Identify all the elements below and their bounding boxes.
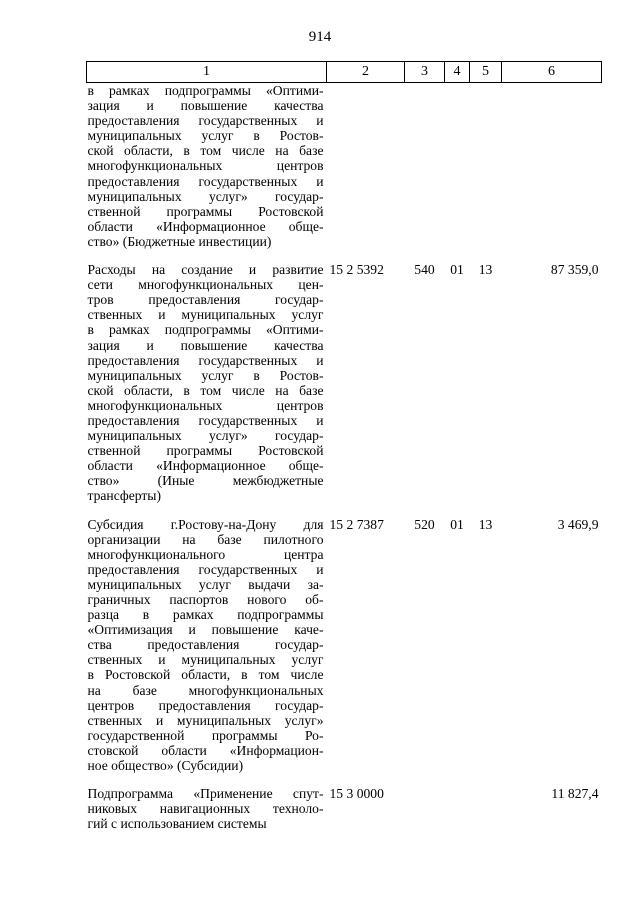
amount-value: 87 359,0 — [550, 262, 599, 278]
row-description — [87, 83, 327, 263]
subsection-code: 13 — [478, 516, 493, 532]
description-line: Субсидия г.Ростову-на-Дону для — [87, 516, 324, 532]
header-row — [87, 62, 602, 83]
column-header-3: 3 — [405, 62, 445, 83]
section-code: 01 — [450, 516, 464, 532]
description-line: зация и повышение качества — [87, 98, 324, 114]
subsection-code — [470, 786, 502, 831]
description-line: ственных и муниципальных услуг — [87, 307, 324, 323]
target-article-code: 15 3 0000 — [329, 786, 384, 802]
table-row — [87, 517, 602, 787]
description-line: в Ростовской области, в том числе — [87, 667, 324, 683]
description-line: «Оптимизация и повышение каче- — [87, 622, 324, 638]
description-line: зация и повышение качества — [87, 337, 324, 353]
target-article-code: 15 2 5392 — [329, 262, 384, 278]
description-line: центров предоставления государ- — [87, 697, 324, 713]
target-article-code: 15 2 7387 — [329, 516, 384, 532]
column-header-5: 5 — [470, 62, 502, 83]
budget-table — [86, 61, 602, 831]
table-row — [87, 262, 602, 517]
description-line: ственных и муниципальных услуг — [87, 652, 324, 668]
description-line: разца в рамках подпрограммы — [87, 607, 324, 623]
description-line: в рамках подпрограммы «Оптими- — [87, 83, 324, 98]
row-description — [87, 517, 327, 787]
description-line: многофункционального центра — [87, 546, 324, 562]
description-line: предоставления государственных и — [87, 113, 324, 129]
amount-value — [502, 83, 602, 263]
description-line: ской области, в том числе на базе — [87, 143, 324, 159]
description-line: ное общество» (Субсидии) — [87, 758, 244, 774]
description-line: сети многофункциональных цен- — [87, 277, 324, 293]
amount-value: 11 827,4 — [551, 786, 599, 802]
expense-type-code — [405, 83, 445, 263]
description-line: многофункциональных центров — [87, 397, 324, 413]
amount-value: 3 469,9 — [557, 516, 599, 532]
description-line: предоставления государственных и — [87, 561, 324, 577]
description-line: предоставления государственных и — [87, 412, 324, 428]
description-line: тров предоставления государ- — [87, 292, 324, 308]
description-line: предоставления государственных и — [87, 352, 324, 368]
description-line: Подпрограмма «Применение спут- — [87, 786, 324, 802]
description-line: муниципальных услуг выдачи за- — [87, 576, 324, 592]
description-line: муниципальных услуг» государ- — [87, 188, 324, 204]
target-article-code — [327, 83, 405, 263]
expense-type-code: 520 — [414, 516, 435, 532]
description-line: в рамках подпрограммы «Оптими- — [87, 322, 324, 338]
description-line: ство» (Бюджетные инвестиции) — [87, 233, 272, 249]
description-line: гий с использованием системы — [87, 816, 267, 832]
section-code — [445, 786, 470, 831]
column-header-1: 1 — [87, 62, 327, 83]
description-line: ство» (Иные межбюджетные — [87, 473, 324, 489]
description-line: области «Информационное обще- — [87, 218, 324, 234]
description-line: муниципальных услуг» государ- — [87, 428, 324, 444]
column-header-4: 4 — [445, 62, 470, 83]
description-line: стовской области «Информацион- — [87, 742, 324, 758]
description-line: муниципальных услуг в Ростов- — [87, 128, 324, 144]
description-line: ства предоставления государ- — [87, 637, 324, 653]
description-line: государственной программы Ро- — [87, 727, 324, 743]
section-code: 01 — [450, 262, 464, 278]
description-line: Расходы на создание и развитие — [87, 262, 324, 278]
subsection-code — [470, 83, 502, 263]
page-number: 914 — [308, 29, 332, 45]
description-line: ственных и муниципальных услуг» — [87, 712, 324, 728]
description-line: предоставления государственных и — [87, 173, 324, 189]
expense-type-code: 540 — [414, 262, 435, 278]
description-line: на базе многофункциональных — [87, 682, 324, 698]
subsection-code: 13 — [478, 262, 493, 278]
description-line: ственной программы Ростовской — [87, 203, 324, 219]
column-header-2: 2 — [327, 62, 405, 83]
table-row — [87, 786, 602, 831]
row-description — [87, 262, 327, 517]
expense-type-code — [405, 786, 445, 831]
section-code — [445, 83, 470, 263]
description-line: муниципальных услуг в Ростов- — [87, 367, 324, 383]
description-line: области «Информационное обще- — [87, 458, 324, 474]
table-row — [87, 83, 602, 263]
description-line: ской области, в том числе на базе — [87, 382, 324, 398]
description-line: никовых навигационных техноло- — [87, 801, 324, 817]
description-line: многофункциональных центров — [87, 158, 324, 174]
description-line: граничных паспортов нового об- — [87, 592, 324, 607]
description-line: трансферты) — [87, 488, 161, 504]
description-line: ственной программы Ростовской — [87, 443, 324, 459]
row-description — [87, 786, 327, 831]
description-line: организации на базе пилотного — [87, 531, 324, 547]
column-header-6: 6 — [502, 62, 602, 83]
